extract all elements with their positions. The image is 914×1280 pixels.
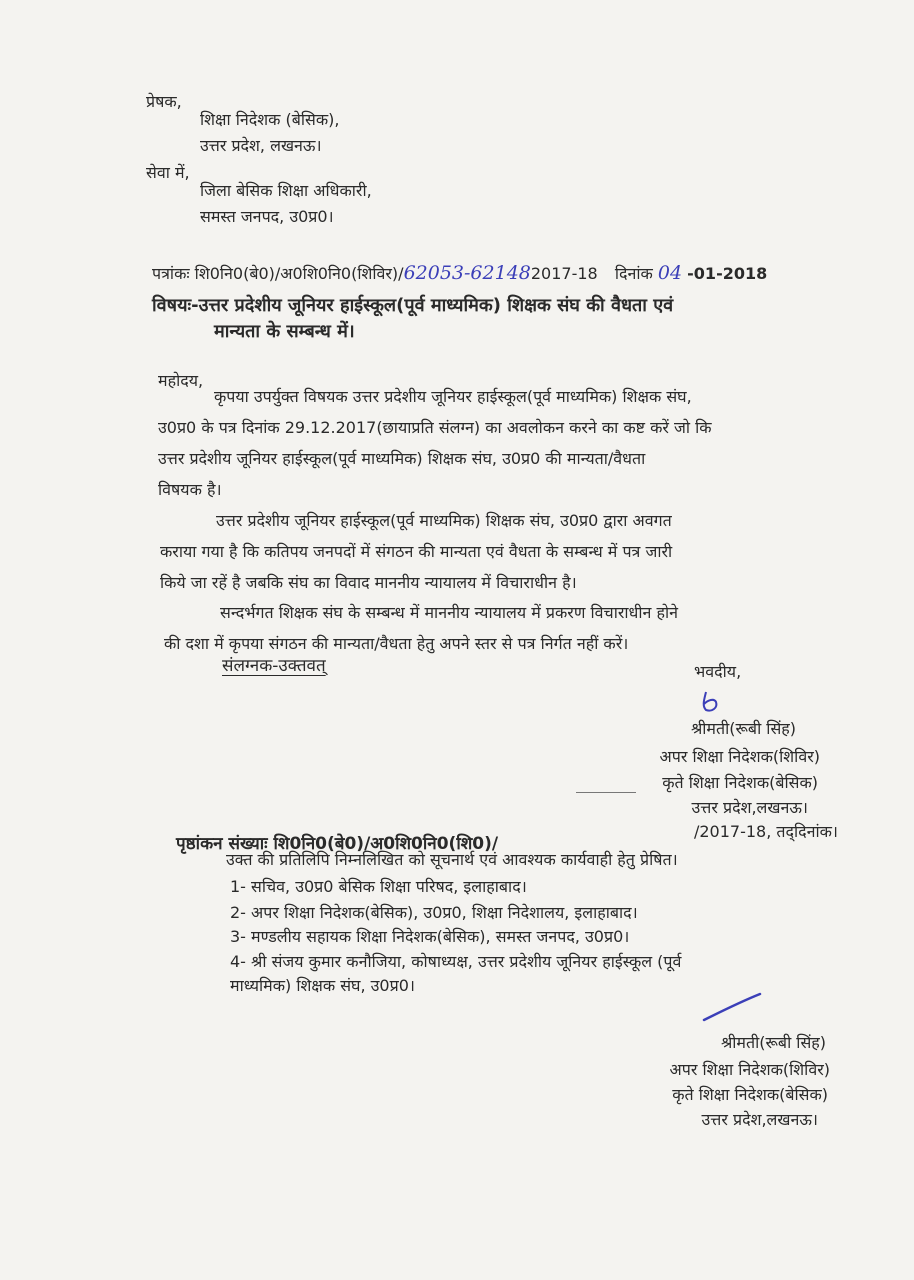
endorsement-item-2: 2- अपर शिक्षा निदेशक(बेसिक), उ0प्र0, शिक्षा निदेशालय, इलाहाबाद। <box>230 903 638 922</box>
signatory-2-name: श्रीमती(रूबी सिंह) <box>720 1033 826 1052</box>
signature-mark <box>694 688 728 716</box>
paragraph-3 <box>164 597 832 659</box>
signatory-name: श्रीमती(रूबी सिंह) <box>690 719 796 738</box>
paragraph-1-line: उत्तर प्रदेशीय जूनियर हाईस्कूल(पूर्व माध्यमिक) शिक्षक संघ, उ0प्र0 की मान्यता/वैधता <box>158 449 646 468</box>
paragraph-2-line: कराया गया है कि कतिपय जनपदों में संगठन की मान्यता एवं वैधता के सम्बन्ध में पत्र जारी <box>160 542 673 561</box>
paragraph-2-line: किये जा रहें है जबकि संघ का विवाद माननीय न्यायालय में विचाराधीन है। <box>160 573 577 592</box>
enclosure-note: संलग्नक-उक्तवत् <box>222 656 326 676</box>
handwritten-day: 04 <box>657 262 683 284</box>
signature-stroke <box>700 990 764 1026</box>
signatory-on-behalf: कृते शिक्षा निदेशक(बेसिक) <box>662 773 818 792</box>
paragraph-3-line: की दशा में कृपया संगठन की मान्यता/वैधता हेतु अपने स्तर से पत्र निर्गत नहीं करें। <box>164 634 629 653</box>
endorsement-item-4: 4- श्री संजय कुमार कनौजिया, कोषाध्यक्ष, उत्तर प्रदेशीय जूनियर हाईस्कूल (पूर्व <box>230 952 682 971</box>
subject-line-1: विषयः-उत्तर प्रदेशीय जूनियर हाईस्कूल(पूर्व माध्यमिक) शिक्षक संघ की वैधता एवं <box>152 295 674 316</box>
reference-year: 2017-18 <box>530 264 598 283</box>
recipient-line-1: जिला बेसिक शिक्षा अधिकारी, <box>200 181 372 200</box>
endorsement-item-4-cont: माध्यमिक) शिक्षक संघ, उ0प्र0। <box>230 976 415 995</box>
endorsement-date: /2017-18, तद्‌दिनांक। <box>693 822 838 841</box>
sender-line-1: शिक्षा निदेशक (बेसिक), <box>200 110 340 129</box>
endorsement-item-1: 1- सचिव, उ0प्र0 बेसिक शिक्षा परिषद, इलाहाबाद। <box>230 877 527 896</box>
salutation: महोदय, <box>158 371 204 390</box>
sender-label: प्रेषक, <box>146 92 182 111</box>
reference-prefix: पत्रांकः शि0नि0(बे0)/अ0शि0नि0(शिविर)/ <box>152 264 404 283</box>
signatory-designation: अपर शिक्षा निदेशक(शिविर) <box>659 747 820 766</box>
paragraph-1 <box>158 381 826 505</box>
paragraph-1-line: कृपया उपर्युक्त विषयक उत्तर प्रदेशीय जूनियर हाईस्कूल(पूर्व माध्यमिक) शिक्षक संघ, <box>214 387 692 406</box>
recipient-line-2: समस्त जनपद, उ0प्र0। <box>200 207 334 226</box>
recipient-label: सेवा में, <box>146 163 190 182</box>
sender-line-2: उत्तर प्रदेश, लखनऊ। <box>200 136 322 155</box>
subject-line-2: मान्यता के सम्बन्ध में। <box>214 321 355 342</box>
closing: भवदीय, <box>694 662 742 681</box>
endorsement-intro: उक्त की प्रतिलिपि निम्नलिखित को सूचनार्थ एवं आवश्यक कार्यवाही हेतु प्रेषित। <box>226 850 678 869</box>
paragraph-3-line: सन्दर्भगत शिक्षक संघ के सम्बन्ध में माननीय न्यायालय में प्रकरण विचाराधीन होने <box>220 603 678 622</box>
signature-rule <box>576 792 636 793</box>
signatory-2-on-behalf: कृते शिक्षा निदेशक(बेसिक) <box>672 1085 828 1104</box>
endorsement-label: पृष्ठांकन संख्याः शि0नि0(बे0)/अ0शि0नि0(शि0)/ <box>176 834 499 854</box>
endorsement-item-3: 3- मण्डलीय सहायक शिक्षा निदेशक(बेसिक), समस्त जनपद, उ0प्र0। <box>230 927 630 946</box>
reference-line <box>152 263 767 284</box>
signatory-place: उत्तर प्रदेश,लखनऊ। <box>691 798 808 817</box>
paragraph-2 <box>160 505 828 598</box>
paragraph-1-line: उ0प्र0 के पत्र दिनांक 29.12.2017(छायाप्रति संलग्न) का अवलोकन करने का कष्ट करें जो कि <box>158 418 712 437</box>
paragraph-2-line: उत्तर प्रदेशीय जूनियर हाईस्कूल(पूर्व माध्यमिक) शिक्षक संघ, उ0प्र0 द्वारा अवगत <box>216 511 672 530</box>
paragraph-1-line: विषयक है। <box>158 480 222 499</box>
date-rest: -01-2018 <box>687 264 768 283</box>
signatory-2-designation: अपर शिक्षा निदेशक(शिविर) <box>669 1060 830 1079</box>
handwritten-letter-number: 62053-62148 <box>403 262 531 284</box>
date-label: दिनांक <box>614 264 653 283</box>
signatory-2-place: उत्तर प्रदेश,लखनऊ। <box>701 1110 818 1129</box>
